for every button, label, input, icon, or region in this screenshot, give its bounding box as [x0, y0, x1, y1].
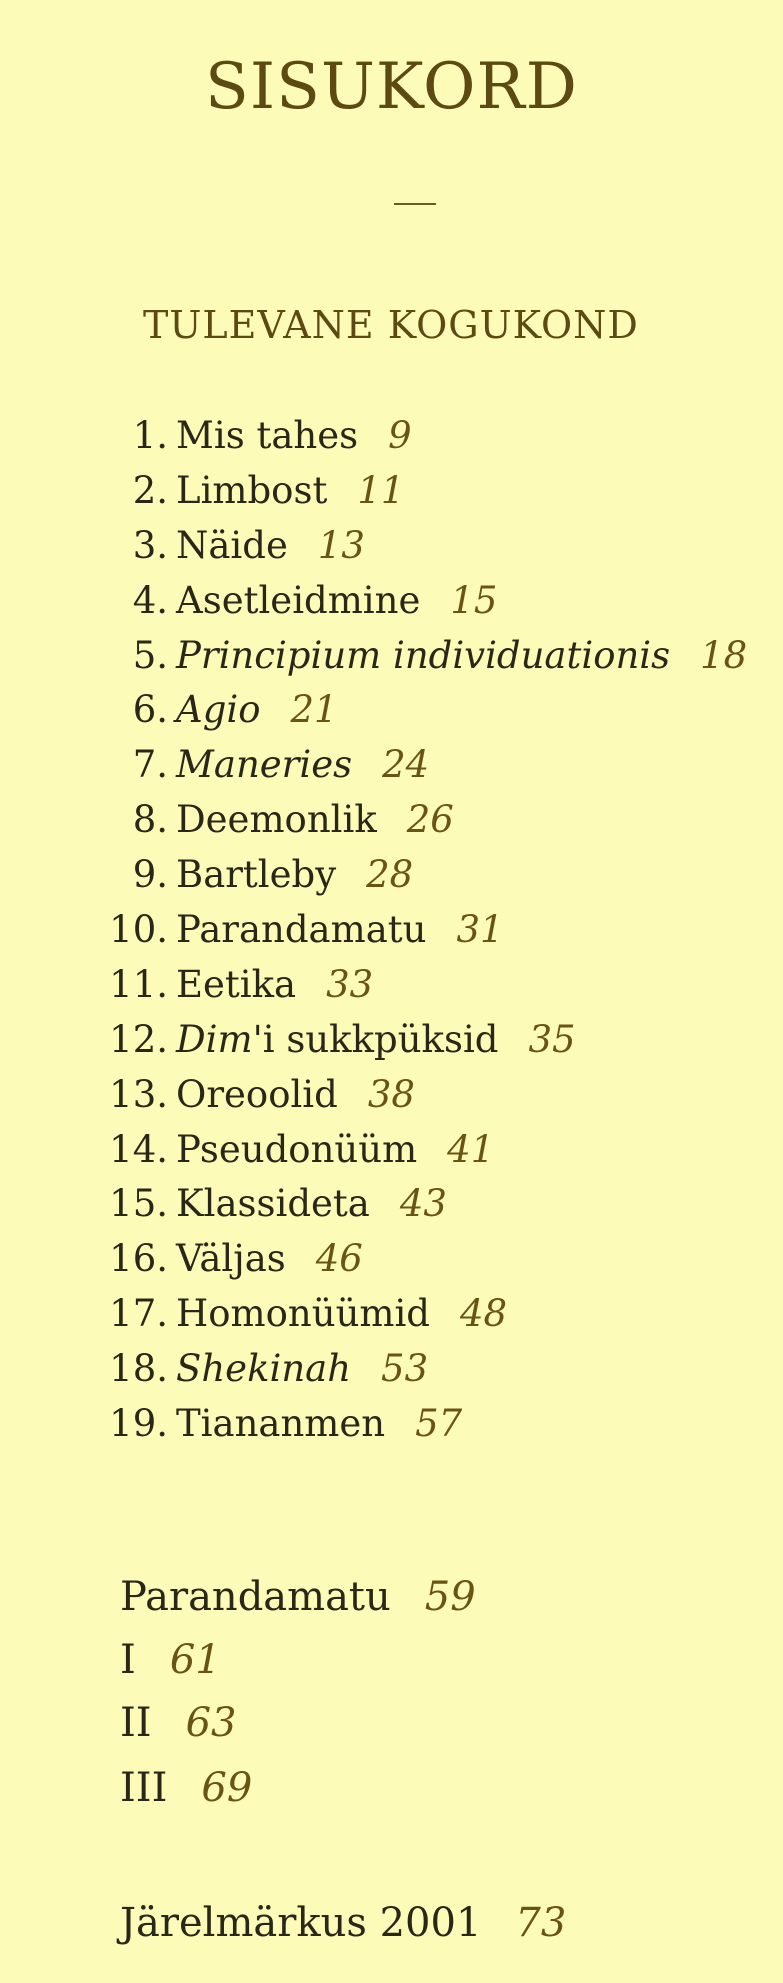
chapter-page: 13: [317, 523, 365, 567]
chapter-page: 41: [447, 1127, 495, 1171]
chapter-list: [0, 408, 783, 1451]
chapter-number: 6.: [132, 688, 168, 732]
chapter-number: 4.: [132, 578, 168, 622]
chapter-entry-13: [0, 1067, 783, 1122]
page-title: SISUKORD: [205, 50, 578, 124]
chapter-title: Väljas: [176, 1237, 286, 1281]
chapter-entry-4: [0, 573, 783, 628]
chapter-page: 21: [290, 688, 338, 732]
chapter-title: Maneries: [176, 743, 353, 787]
chapter-page: 33: [326, 962, 374, 1006]
afterword-page: 73: [515, 1900, 567, 1946]
chapter-number: 9.: [132, 853, 168, 897]
appendix-part-page: 61: [169, 1637, 221, 1683]
chapter-page: 35: [528, 1017, 576, 1061]
appendix-part-label: III: [120, 1765, 168, 1811]
afterword-entry: [120, 1900, 566, 1946]
chapter-entry-18: [0, 1341, 783, 1396]
chapter-page: 53: [381, 1347, 429, 1391]
chapter-title: Mis tahes: [176, 413, 359, 457]
chapter-entry-11: [0, 957, 783, 1012]
chapter-page: 18: [700, 633, 748, 677]
chapter-entry-3: [0, 518, 783, 573]
chapter-number: 8.: [132, 798, 168, 842]
chapter-entry-16: [0, 1231, 783, 1286]
chapter-title-rest: 'i sukkpüksid: [252, 1017, 499, 1061]
chapter-entry-17: [0, 1286, 783, 1341]
appendix-part-1: [120, 1637, 221, 1683]
appendix-part-page: 63: [185, 1700, 237, 1746]
chapter-page: 46: [315, 1237, 363, 1281]
section-title: TULEVANE KOGUKOND: [143, 303, 639, 347]
chapter-title: Pseudonüüm: [176, 1127, 418, 1171]
chapter-title: Asetleidmine: [176, 578, 421, 622]
chapter-number: 3.: [132, 523, 168, 567]
appendix-part-3: [120, 1765, 252, 1811]
chapter-page: 24: [382, 743, 430, 787]
appendix-part-page: 69: [201, 1765, 253, 1811]
chapter-entry-14: [0, 1122, 783, 1177]
appendix-part-2: [120, 1700, 237, 1746]
chapter-title-italic: Dim: [176, 1017, 253, 1061]
chapter-entry-7: [0, 737, 783, 792]
title-separator: [394, 203, 436, 205]
chapter-page: 57: [415, 1401, 463, 1445]
chapter-page: 31: [456, 907, 504, 951]
chapter-page: 11: [357, 468, 405, 512]
chapter-entry-9: [0, 847, 783, 902]
chapter-entry-5: [0, 628, 783, 683]
chapter-title: Agio: [176, 688, 261, 732]
chapter-page: 43: [399, 1182, 447, 1226]
chapter-title: Bartleby: [176, 853, 337, 897]
appendix-entry: [120, 1574, 476, 1620]
chapter-number: 15.: [109, 1182, 168, 1226]
chapter-number: 11.: [109, 962, 168, 1006]
chapter-entry-1: [0, 408, 783, 463]
chapter-title: Shekinah: [176, 1347, 352, 1391]
appendix-part-label: I: [120, 1637, 136, 1683]
chapter-title: Näide: [176, 523, 288, 567]
chapter-page: 28: [366, 853, 414, 897]
chapter-title: Klassideta: [176, 1182, 370, 1226]
chapter-title: Homonüümid: [176, 1292, 430, 1336]
chapter-entry-19: [0, 1396, 783, 1451]
chapter-number: 18.: [109, 1347, 168, 1391]
appendix-title: Parandamatu: [120, 1574, 391, 1620]
appendix-part-label: II: [120, 1700, 152, 1746]
chapter-title: Tiananmen: [176, 1401, 386, 1445]
chapter-number: 17.: [109, 1292, 168, 1336]
chapter-number: 1.: [132, 413, 168, 457]
afterword-title: Järelmärkus 2001: [120, 1900, 482, 1946]
chapter-title: Parandamatu: [176, 907, 427, 951]
chapter-page: 38: [367, 1072, 415, 1116]
chapter-number: 10.: [109, 907, 168, 951]
chapter-entry-15: [0, 1176, 783, 1231]
chapter-title: [176, 1018, 498, 1061]
chapter-page: 9: [388, 413, 412, 457]
chapter-number: 7.: [132, 743, 168, 787]
chapter-title: Limbost: [176, 468, 328, 512]
chapter-title: Deemonlik: [176, 798, 377, 842]
chapter-page: 48: [460, 1292, 508, 1336]
chapter-entry-8: [0, 792, 783, 847]
chapter-title: Oreoolid: [176, 1072, 338, 1116]
chapter-page: 26: [406, 798, 454, 842]
chapter-title: Eetika: [176, 962, 297, 1006]
chapter-page: 15: [450, 578, 498, 622]
chapter-number: 14.: [109, 1127, 168, 1171]
chapter-number: 19.: [109, 1401, 168, 1445]
chapter-entry-2: [0, 463, 783, 518]
chapter-entry-10: [0, 902, 783, 957]
chapter-number: 12.: [109, 1017, 168, 1061]
chapter-number: 13.: [109, 1072, 168, 1116]
chapter-number: 5.: [132, 633, 168, 677]
chapter-entry-12: [0, 1012, 783, 1067]
appendix-page: 59: [424, 1574, 476, 1620]
chapter-entry-6: [0, 682, 783, 737]
chapter-number: 16.: [109, 1237, 168, 1281]
chapter-number: 2.: [132, 468, 168, 512]
chapter-title: Principium individuationis: [176, 633, 671, 677]
